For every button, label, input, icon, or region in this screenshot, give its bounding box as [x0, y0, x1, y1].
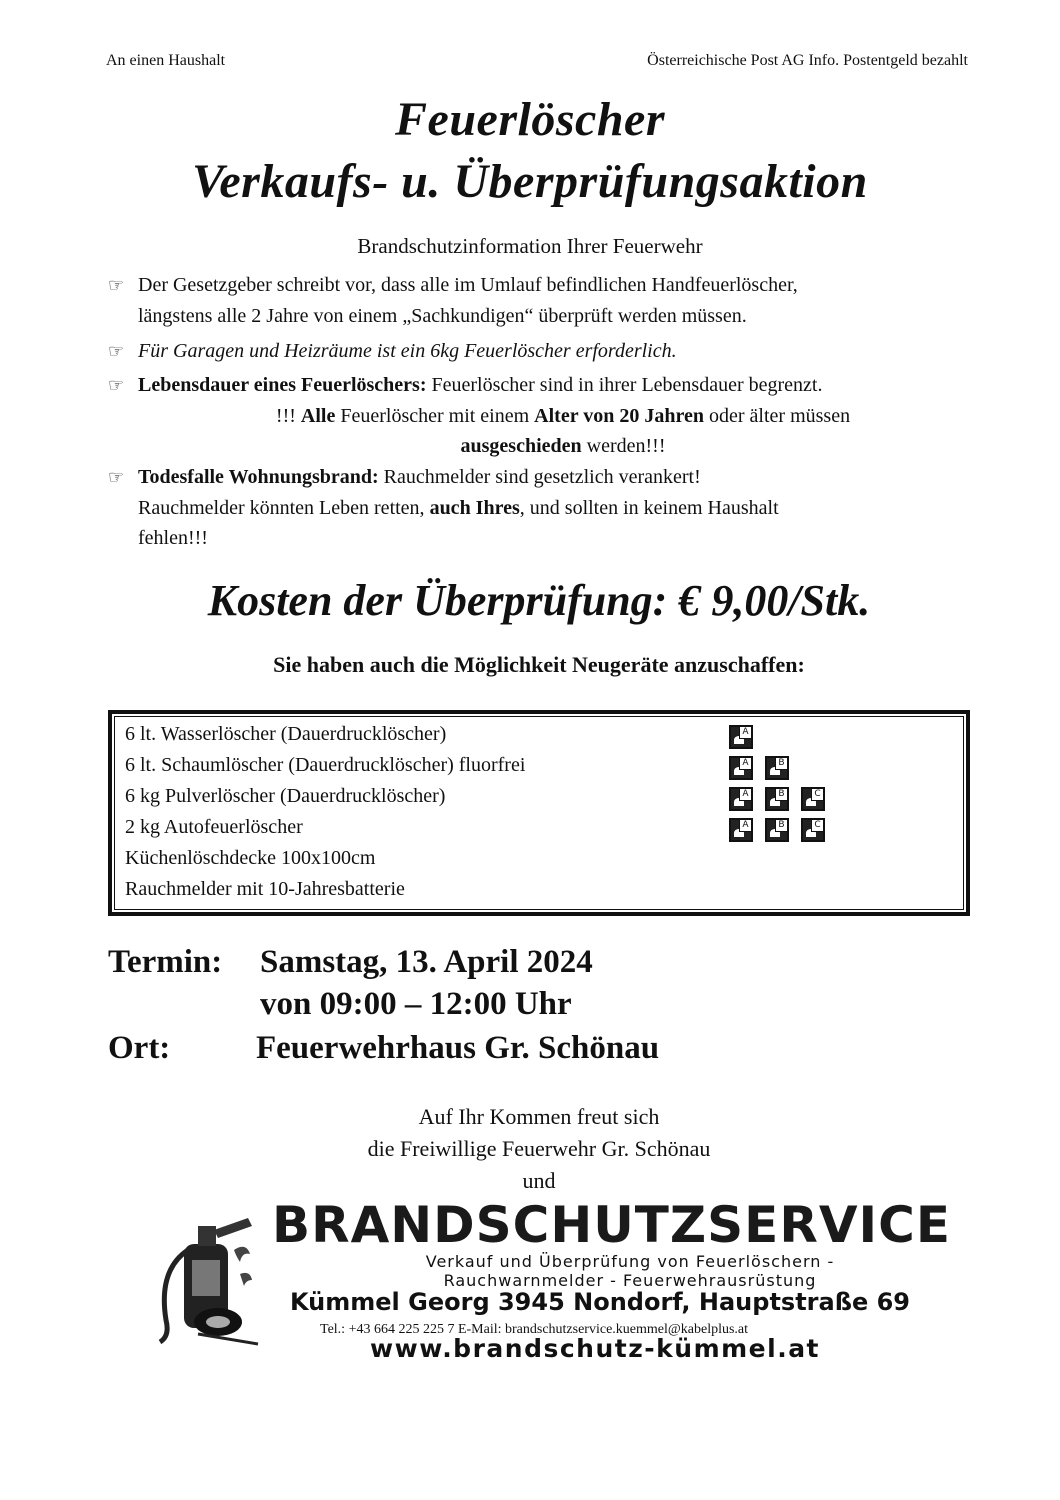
product-row: 6 lt. Wasserlöscher (Dauerdrucklöscher): [125, 723, 447, 745]
title-line-2: Verkaufs- u. Überprüfungsaktion: [192, 155, 868, 208]
product-row: 2 kg Autofeuerlöscher: [125, 816, 303, 838]
inspection-cost: Kosten der Überprüfung: € 9,00/Stk.: [207, 576, 871, 625]
title-line-1: Feuerlöscher: [395, 93, 665, 146]
termin-label: Termin:: [108, 944, 223, 980]
closing-line-3: und: [522, 1168, 556, 1193]
product-row: 6 lt. Schaumlöscher (Dauerdrucklöscher) fluorfrei: [125, 754, 526, 776]
bullet-smoke-detector: ☞ Todesfalle Wohnungsbrand: Rauchmelder sind gesetzlich verankert! Rauchmelder könnten Leben retten, auch Ihres, und sollten in keinem Haushalt fehlen!!!: [108, 462, 988, 553]
event-time: von 09:00 – 12:00 Uhr: [260, 986, 572, 1022]
brand-website: www.brandschutz-kümmel.at: [370, 1334, 821, 1363]
brand-address: Kümmel Georg 3945 Nondorf, Hauptstraße 69: [290, 1288, 910, 1316]
subtitle: Brandschutzinformation Ihrer Feuerwehr: [357, 234, 703, 258]
fire-class-a-icon: A: [729, 818, 753, 842]
fire-extinguisher-logo: [148, 1210, 268, 1350]
fire-class-a-icon: A: [729, 725, 753, 749]
ort-label: Ort:: [108, 1030, 171, 1066]
closing-line-2: die Freiwillige Feuerwehr Gr. Schönau: [367, 1136, 711, 1161]
postage-note: Österreichische Post AG Info. Postentgeld bezahlt: [647, 52, 968, 69]
product-row: 6 kg Pulverlöscher (Dauerdrucklöscher): [125, 785, 446, 807]
addressee-note: An einen Haushalt: [106, 52, 226, 69]
product-row: Küchenlöschdecke 100x100cm: [125, 847, 376, 869]
pointing-hand-icon: ☞: [108, 275, 125, 296]
bullet-garage-note: ☞ Für Garagen und Heizräume ist ein 6kg Feuerlöscher erforderlich.: [108, 336, 988, 367]
fire-class-c-icon: C: [801, 787, 825, 811]
brand-name: BRANDSCHUTZSERVICE: [272, 1196, 951, 1254]
pointing-hand-icon: ☞: [108, 375, 125, 396]
brand-contact: Tel.: +43 664 225 225 7 E-Mail: brandschutzservice.kuemmel@kabelplus.at: [320, 1322, 749, 1337]
pointing-hand-icon: ☞: [108, 341, 125, 362]
closing-line-1: Auf Ihr Kommen freut sich: [418, 1104, 660, 1129]
event-date: Samstag, 13. April 2024: [260, 944, 593, 980]
bullet-inspection-rule: ☞ Der Gesetzgeber schreibt vor, dass alle im Umlauf befindlichen Handfeuerlöscher, längstens alle 2 Jahre von einem „Sachkundigen“ überprüft werden müssen.: [108, 270, 988, 331]
fire-class-b-icon: B: [765, 756, 789, 780]
fire-class-b-icon: B: [765, 818, 789, 842]
event-place: Feuerwehrhaus Gr. Schönau: [256, 1030, 660, 1066]
bullet-lifespan: ☞ Lebensdauer eines Feuerlöschers: Feuerlöscher sind in ihrer Lebensdauer begrenzt. !!! Alle Feuerlöscher mit einem Alter von 20 Jahren oder älter müssen ausgeschieden werden!!!: [108, 370, 988, 461]
fire-class-a-icon: A: [729, 787, 753, 811]
new-devices-heading: Sie haben auch die Möglichkeit Neugeräte anzuschaffen:: [273, 652, 805, 677]
pointing-hand-icon: ☞: [108, 467, 125, 488]
fire-class-c-icon: C: [801, 818, 825, 842]
fire-class-a-icon: A: [729, 756, 753, 780]
product-table: [108, 710, 970, 916]
brand-tagline-2: Rauchwarnmelder - Feuerwehrausrüstung: [443, 1271, 817, 1290]
product-row: Rauchmelder mit 10-Jahresbatterie: [125, 878, 405, 900]
fire-class-b-icon: B: [765, 787, 789, 811]
brand-tagline-1: Verkauf und Überprüfung von Feuerlöschern -: [425, 1252, 835, 1271]
